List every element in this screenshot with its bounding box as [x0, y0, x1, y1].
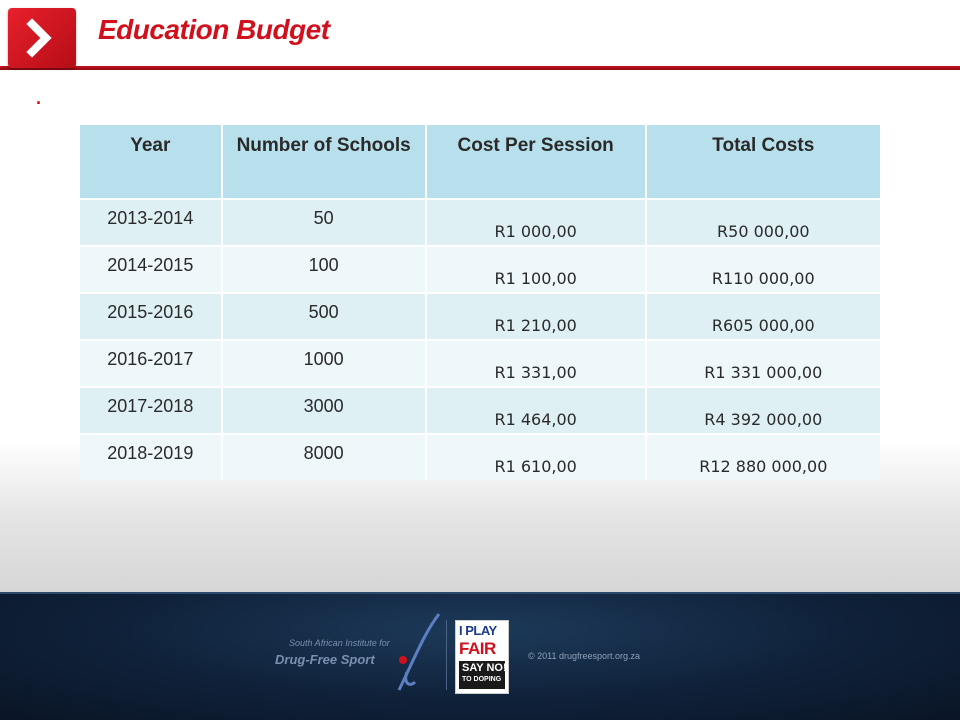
bullet-point: . [36, 88, 42, 108]
copyright-text: © 2011 drugfreesport.org.za [528, 651, 641, 661]
fair-logo-line4: TO DOPING [462, 676, 502, 683]
table-row [80, 293, 880, 340]
cell-schools: 100 [222, 246, 426, 293]
i-play-fair-logo [455, 620, 509, 694]
cell-total-costs: R1 331 000,00 [646, 340, 880, 387]
cell-schools: 8000 [222, 434, 426, 480]
cell-total-costs: R605 000,00 [646, 293, 880, 340]
page-title: Education Budget [98, 14, 330, 45]
cell-schools: 3000 [222, 387, 426, 434]
header-divider [0, 66, 960, 70]
cell-total-costs: R50 000,00 [646, 199, 880, 246]
cell-year: 2013-2014 [80, 199, 222, 246]
cell-cost-per-session: R1 000,00 [426, 199, 646, 246]
footer-top-rule [0, 592, 960, 594]
cell-cost-per-session: R1 331,00 [426, 340, 646, 387]
fair-logo-banner [459, 661, 505, 689]
table-row [80, 387, 880, 434]
cell-total-costs: R110 000,00 [646, 246, 880, 293]
footer-divider [446, 620, 447, 690]
cell-cost-per-session: R1 610,00 [426, 434, 646, 480]
cell-cost-per-session: R1 100,00 [426, 246, 646, 293]
fair-logo-line1: I PLAY [459, 623, 497, 638]
cell-cost-per-session: R1 210,00 [426, 293, 646, 340]
column-header-year: Year [80, 125, 222, 199]
chevron-right-icon [8, 8, 76, 68]
cell-year: 2018-2019 [80, 434, 222, 480]
cell-year: 2016-2017 [80, 340, 222, 387]
athlete-swoosh-icon [385, 612, 445, 697]
column-header-number-of-schools: Number of Schools [222, 125, 426, 199]
table-row [80, 434, 880, 480]
sa-logo-text-line2: Drug-Free Sport [275, 652, 375, 667]
table-header-row [80, 125, 880, 199]
sa-institute-drug-free-sport-logo [275, 612, 445, 697]
cell-schools: 500 [222, 293, 426, 340]
table-row [80, 246, 880, 293]
fair-logo-line3: SAY NO! [462, 662, 507, 674]
cell-year: 2015-2016 [80, 293, 222, 340]
cell-year: 2017-2018 [80, 387, 222, 434]
cell-total-costs: R12 880 000,00 [646, 434, 880, 480]
cell-year: 2014-2015 [80, 246, 222, 293]
column-header-cost-per-session: Cost Per Session [426, 125, 646, 199]
table-row [80, 199, 880, 246]
cell-schools: 1000 [222, 340, 426, 387]
cell-schools: 50 [222, 199, 426, 246]
fair-logo-line2: FAIR [459, 639, 496, 658]
sa-logo-text-line1: South African Institute for [289, 638, 390, 648]
education-budget-table [80, 125, 880, 480]
cell-total-costs: R4 392 000,00 [646, 387, 880, 434]
table-row [80, 340, 880, 387]
cell-cost-per-session: R1 464,00 [426, 387, 646, 434]
column-header-total-costs: Total Costs [646, 125, 880, 199]
